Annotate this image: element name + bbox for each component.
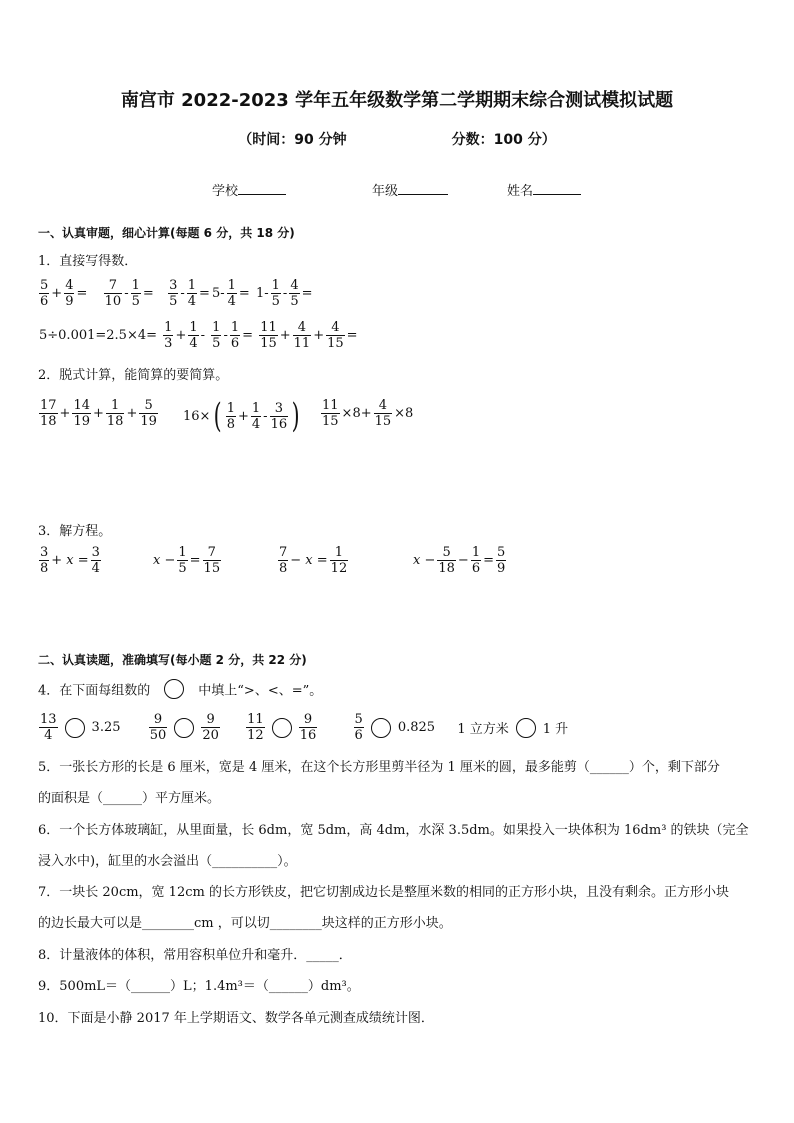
- q2-expr3: $\frac{11}{15}$ ×8+ $\frac{4}{15}$ ×8: [322, 398, 414, 429]
- q3-eq1: $\frac{3}{8}$ + x = $\frac{3}{4}$: [40, 545, 100, 576]
- fraction: $\frac{5}{6}$: [40, 278, 49, 309]
- grade-field[interactable]: 年级: [372, 180, 448, 199]
- q6: 6．一个长方体玻璃缸，从里面量，长 6dm，宽 5dm，高 4dm，水深 3.5dm。如果投入一块体积为 16dm³ 的铁块（完全 浸入水中)，缸里的水会溢出（__________）。: [38, 823, 749, 869]
- section-1-heading: 一、认真审题，细心计算(每题 6 分，共 18 分): [38, 226, 295, 240]
- section-2-heading: 二、认真读题，准确填写(每小题 2 分，共 22 分): [38, 653, 307, 667]
- q5: 5．一张长方形的长是 6 厘米，宽是 4 厘米，在这个长方形里剪半径为 1 厘米的圆，最多能剪（______）个，剩下部分 的面积是（______）平方厘米。: [38, 760, 720, 806]
- q3-eq2: x − $\frac{1}{5}$ = $\frac{7}{15}$: [153, 545, 221, 576]
- q10: 10．下面是小静 2017 年上学期语文、数学各单元测查成绩统计图．: [38, 1011, 434, 1026]
- compare-blank-5[interactable]: [516, 718, 536, 738]
- time-label: （时间：90 分钟: [238, 132, 347, 148]
- score-label: 分数：100 分）: [451, 132, 556, 148]
- q2-expr1: $\frac{17}{18}$ + $\frac{14}{19}$ + $\frac{1}{18}$ + $\frac{5}{19}$: [40, 398, 157, 429]
- q7: 7．一块长 20cm，宽 12cm 的长方形铁皮，把它切割成边长是整厘米数的相同的正方形小块，且没有剩余。正方形小块 的边长最大可以是________cm ，可以切________块这样的正方形小块。: [38, 885, 729, 931]
- compare-blank-3[interactable]: [272, 718, 292, 738]
- q4-label: 4．在下面每组数的 中填上“>、<、=”。: [38, 679, 322, 699]
- q3-eq3: $\frac{7}{8}$ − x = $\frac{1}{12}$: [279, 545, 348, 576]
- q2-label: 2．脱式计算，能简算的要简算。: [38, 368, 229, 383]
- name-field[interactable]: 姓名: [507, 180, 581, 199]
- school-field[interactable]: 学校: [212, 180, 286, 199]
- compare-blank-2[interactable]: [174, 718, 194, 738]
- q3-label: 3．解方程。: [38, 524, 112, 539]
- compare-blank-4[interactable]: [371, 718, 391, 738]
- q1-label: 1．直接写得数．: [38, 254, 138, 269]
- compare-blank-1[interactable]: [65, 718, 85, 738]
- q4-pairs: $\frac{13}{4}$ 3.25 $\frac{9}{50}$ $\frac{9}{20}$ $\frac{11}{12}$ $\frac{9}{16}$ $\frac{5}{6}$ 0.825 1 立方米 1 升: [40, 712, 569, 743]
- q9: 9．500mL＝（______）L；1.4m³＝（______）dm³。: [38, 979, 360, 994]
- q3-eq4: x − $\frac{5}{18}$ − $\frac{1}{6}$ = $\frac{5}{9}$: [413, 545, 506, 576]
- q2-expr2: 16× ( $\frac{1}{8}$ + $\frac{1}{4}$ - $\frac{3}{16}$ ): [183, 396, 300, 436]
- q1-row2: 5÷0.001=2.5×4= $\frac{1}{3}$ + $\frac{1}{4}$ - $\frac{1}{5}$ - $\frac{1}{6}$ = $\frac{11}{15}$ + $\frac{4}{11}$ + $\frac{4}{15}$ =: [39, 320, 358, 351]
- compare-circle-icon: [164, 679, 184, 699]
- q1-row1: $\frac{5}{6}$ + $\frac{4}{9}$ = $\frac{7}{10}$ - $\frac{1}{5}$ = $\frac{3}{5}$ - $\frac{1}{4}$ = 5- $\frac{1}{4}$ = 1- $\frac{1}{5}$ - $\frac{4}{5}$ =: [40, 278, 313, 309]
- q8: 8．计量液体的体积，常用容积单位升和毫升．_____．: [38, 948, 352, 963]
- exam-meta: [0, 129, 794, 149]
- page-title: 南宫市 2022-2023 学年五年级数学第二学期期末综合测试模拟试题: [120, 90, 674, 111]
